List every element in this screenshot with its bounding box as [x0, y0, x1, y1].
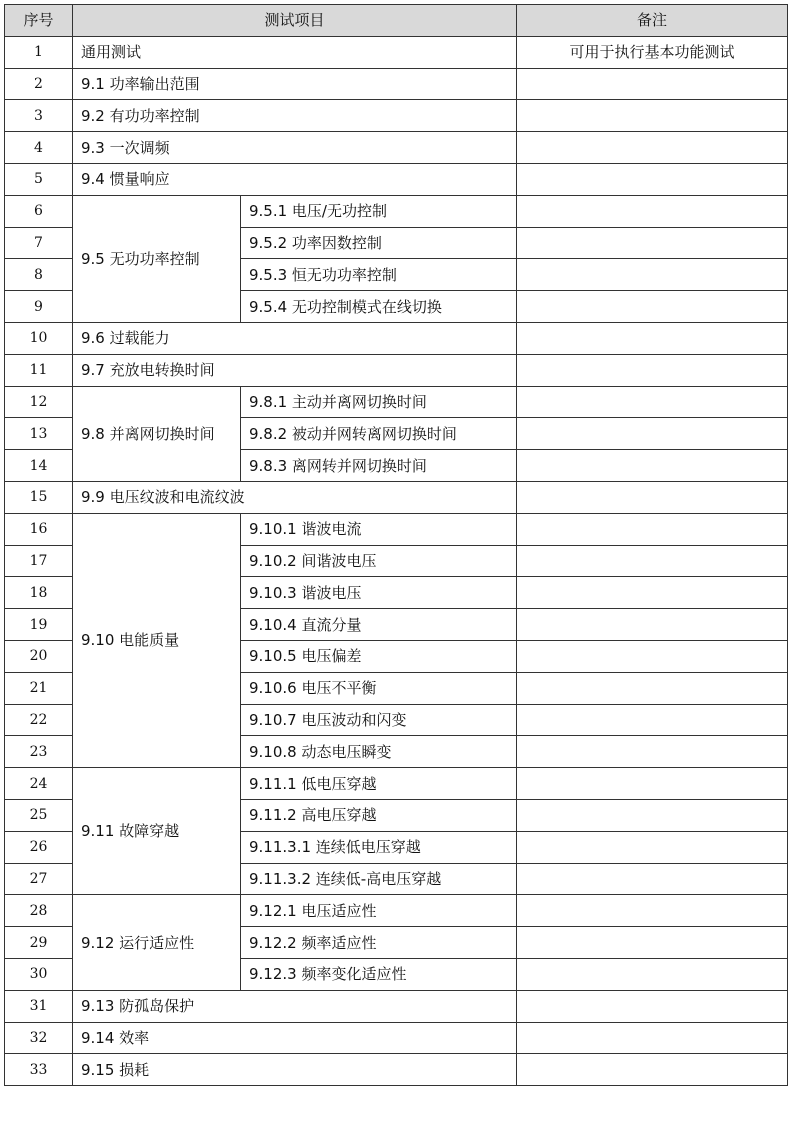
test-item: 通用测试 [73, 36, 517, 68]
table-row [5, 68, 788, 100]
row-number: 28 [5, 895, 73, 927]
remark-cell [517, 386, 788, 418]
remark-cell [517, 958, 788, 990]
table-row [5, 132, 788, 164]
test-item: 9.1 功率输出范围 [73, 68, 517, 100]
sub-item: 9.5.1 电压/无功控制 [241, 195, 517, 227]
remark-cell [517, 418, 788, 450]
sub-item: 9.8.1 主动并离网切换时间 [241, 386, 517, 418]
row-number: 29 [5, 927, 73, 959]
row-number: 4 [5, 132, 73, 164]
sub-item: 9.10.5 电压偏差 [241, 640, 517, 672]
row-number: 19 [5, 609, 73, 641]
row-number: 11 [5, 354, 73, 386]
sub-item: 9.8.2 被动并网转离网切换时间 [241, 418, 517, 450]
remark-cell [517, 227, 788, 259]
remark-cell [517, 513, 788, 545]
remark-cell [517, 704, 788, 736]
sub-item: 9.5.4 无功控制模式在线切换 [241, 291, 517, 323]
remark-cell [517, 259, 788, 291]
sub-item: 9.11.3.1 连续低电压穿越 [241, 831, 517, 863]
sub-item: 9.10.1 谐波电流 [241, 513, 517, 545]
sub-item: 9.10.2 间谐波电压 [241, 545, 517, 577]
sub-item: 9.5.3 恒无功功率控制 [241, 259, 517, 291]
remark-cell [517, 736, 788, 768]
remark-cell: 可用于执行基本功能测试 [517, 36, 788, 68]
row-number: 8 [5, 259, 73, 291]
test-item: 9.9 电压纹波和电流纹波 [73, 481, 517, 513]
row-number: 26 [5, 831, 73, 863]
remark-cell [517, 481, 788, 513]
sub-item: 9.11.2 高电压穿越 [241, 799, 517, 831]
row-number: 13 [5, 418, 73, 450]
row-number: 6 [5, 195, 73, 227]
table-row [5, 163, 788, 195]
remark-cell [517, 450, 788, 482]
remark-cell [517, 545, 788, 577]
table-row [5, 481, 788, 513]
table-row [5, 322, 788, 354]
sub-item: 9.12.3 频率变化适应性 [241, 958, 517, 990]
table-row [5, 354, 788, 386]
remark-cell [517, 1022, 788, 1054]
sub-item: 9.11.3.2 连续低-高电压穿越 [241, 863, 517, 895]
remark-cell [517, 863, 788, 895]
row-number: 20 [5, 640, 73, 672]
sub-item: 9.10.6 电压不平衡 [241, 672, 517, 704]
row-number: 33 [5, 1054, 73, 1086]
remark-cell [517, 132, 788, 164]
row-number: 17 [5, 545, 73, 577]
row-number: 30 [5, 958, 73, 990]
remark-cell [517, 895, 788, 927]
group-item: 9.12 运行适应性 [73, 895, 241, 990]
test-item: 9.4 惯量响应 [73, 163, 517, 195]
table-row [5, 386, 788, 418]
row-number: 21 [5, 672, 73, 704]
row-number: 1 [5, 36, 73, 68]
remark-cell [517, 831, 788, 863]
table-row [5, 1022, 788, 1054]
row-number: 23 [5, 736, 73, 768]
table-row [5, 768, 788, 800]
remark-cell [517, 354, 788, 386]
sub-item: 9.11.1 低电压穿越 [241, 768, 517, 800]
sub-item: 9.10.7 电压波动和闪变 [241, 704, 517, 736]
sub-item: 9.12.1 电压适应性 [241, 895, 517, 927]
remark-cell [517, 68, 788, 100]
table-row [5, 100, 788, 132]
header-row [5, 5, 788, 37]
sub-item: 9.10.4 直流分量 [241, 609, 517, 641]
row-number: 25 [5, 799, 73, 831]
row-number: 27 [5, 863, 73, 895]
row-number: 3 [5, 100, 73, 132]
row-number: 22 [5, 704, 73, 736]
sub-item: 9.5.2 功率因数控制 [241, 227, 517, 259]
remark-cell [517, 322, 788, 354]
test-item: 9.6 过载能力 [73, 322, 517, 354]
test-item: 9.2 有功功率控制 [73, 100, 517, 132]
sub-item: 9.10.8 动态电压瞬变 [241, 736, 517, 768]
row-number: 12 [5, 386, 73, 418]
row-number: 31 [5, 990, 73, 1022]
row-number: 5 [5, 163, 73, 195]
table-row [5, 895, 788, 927]
remark-cell [517, 609, 788, 641]
test-item: 9.14 效率 [73, 1022, 517, 1054]
table-row [5, 513, 788, 545]
remark-cell [517, 799, 788, 831]
remark-cell [517, 768, 788, 800]
row-number: 14 [5, 450, 73, 482]
header-test-item: 测试项目 [73, 5, 517, 37]
remark-cell [517, 927, 788, 959]
group-item: 9.5 无功功率控制 [73, 195, 241, 322]
remark-cell [517, 195, 788, 227]
header-remark: 备注 [517, 5, 788, 37]
remark-cell [517, 1054, 788, 1086]
row-number: 24 [5, 768, 73, 800]
group-item: 9.8 并离网切换时间 [73, 386, 241, 481]
remark-cell [517, 640, 788, 672]
test-item: 9.15 损耗 [73, 1054, 517, 1086]
table-row [5, 990, 788, 1022]
header-index: 序号 [5, 5, 73, 37]
row-number: 10 [5, 322, 73, 354]
row-number: 15 [5, 481, 73, 513]
remark-cell [517, 163, 788, 195]
test-item: 9.7 充放电转换时间 [73, 354, 517, 386]
remark-cell [517, 577, 788, 609]
remark-cell [517, 990, 788, 1022]
table-row [5, 195, 788, 227]
table-row [5, 36, 788, 68]
test-item: 9.13 防孤岛保护 [73, 990, 517, 1022]
row-number: 2 [5, 68, 73, 100]
remark-cell [517, 672, 788, 704]
row-number: 32 [5, 1022, 73, 1054]
row-number: 9 [5, 291, 73, 323]
remark-cell [517, 100, 788, 132]
table-row [5, 1054, 788, 1086]
sub-item: 9.8.3 离网转并网切换时间 [241, 450, 517, 482]
group-item: 9.10 电能质量 [73, 513, 241, 767]
remark-cell [517, 291, 788, 323]
group-item: 9.11 故障穿越 [73, 768, 241, 895]
test-item: 9.3 一次调频 [73, 132, 517, 164]
row-number: 7 [5, 227, 73, 259]
test-items-table [4, 4, 788, 1086]
sub-item: 9.10.3 谐波电压 [241, 577, 517, 609]
sub-item: 9.12.2 频率适应性 [241, 927, 517, 959]
row-number: 18 [5, 577, 73, 609]
row-number: 16 [5, 513, 73, 545]
